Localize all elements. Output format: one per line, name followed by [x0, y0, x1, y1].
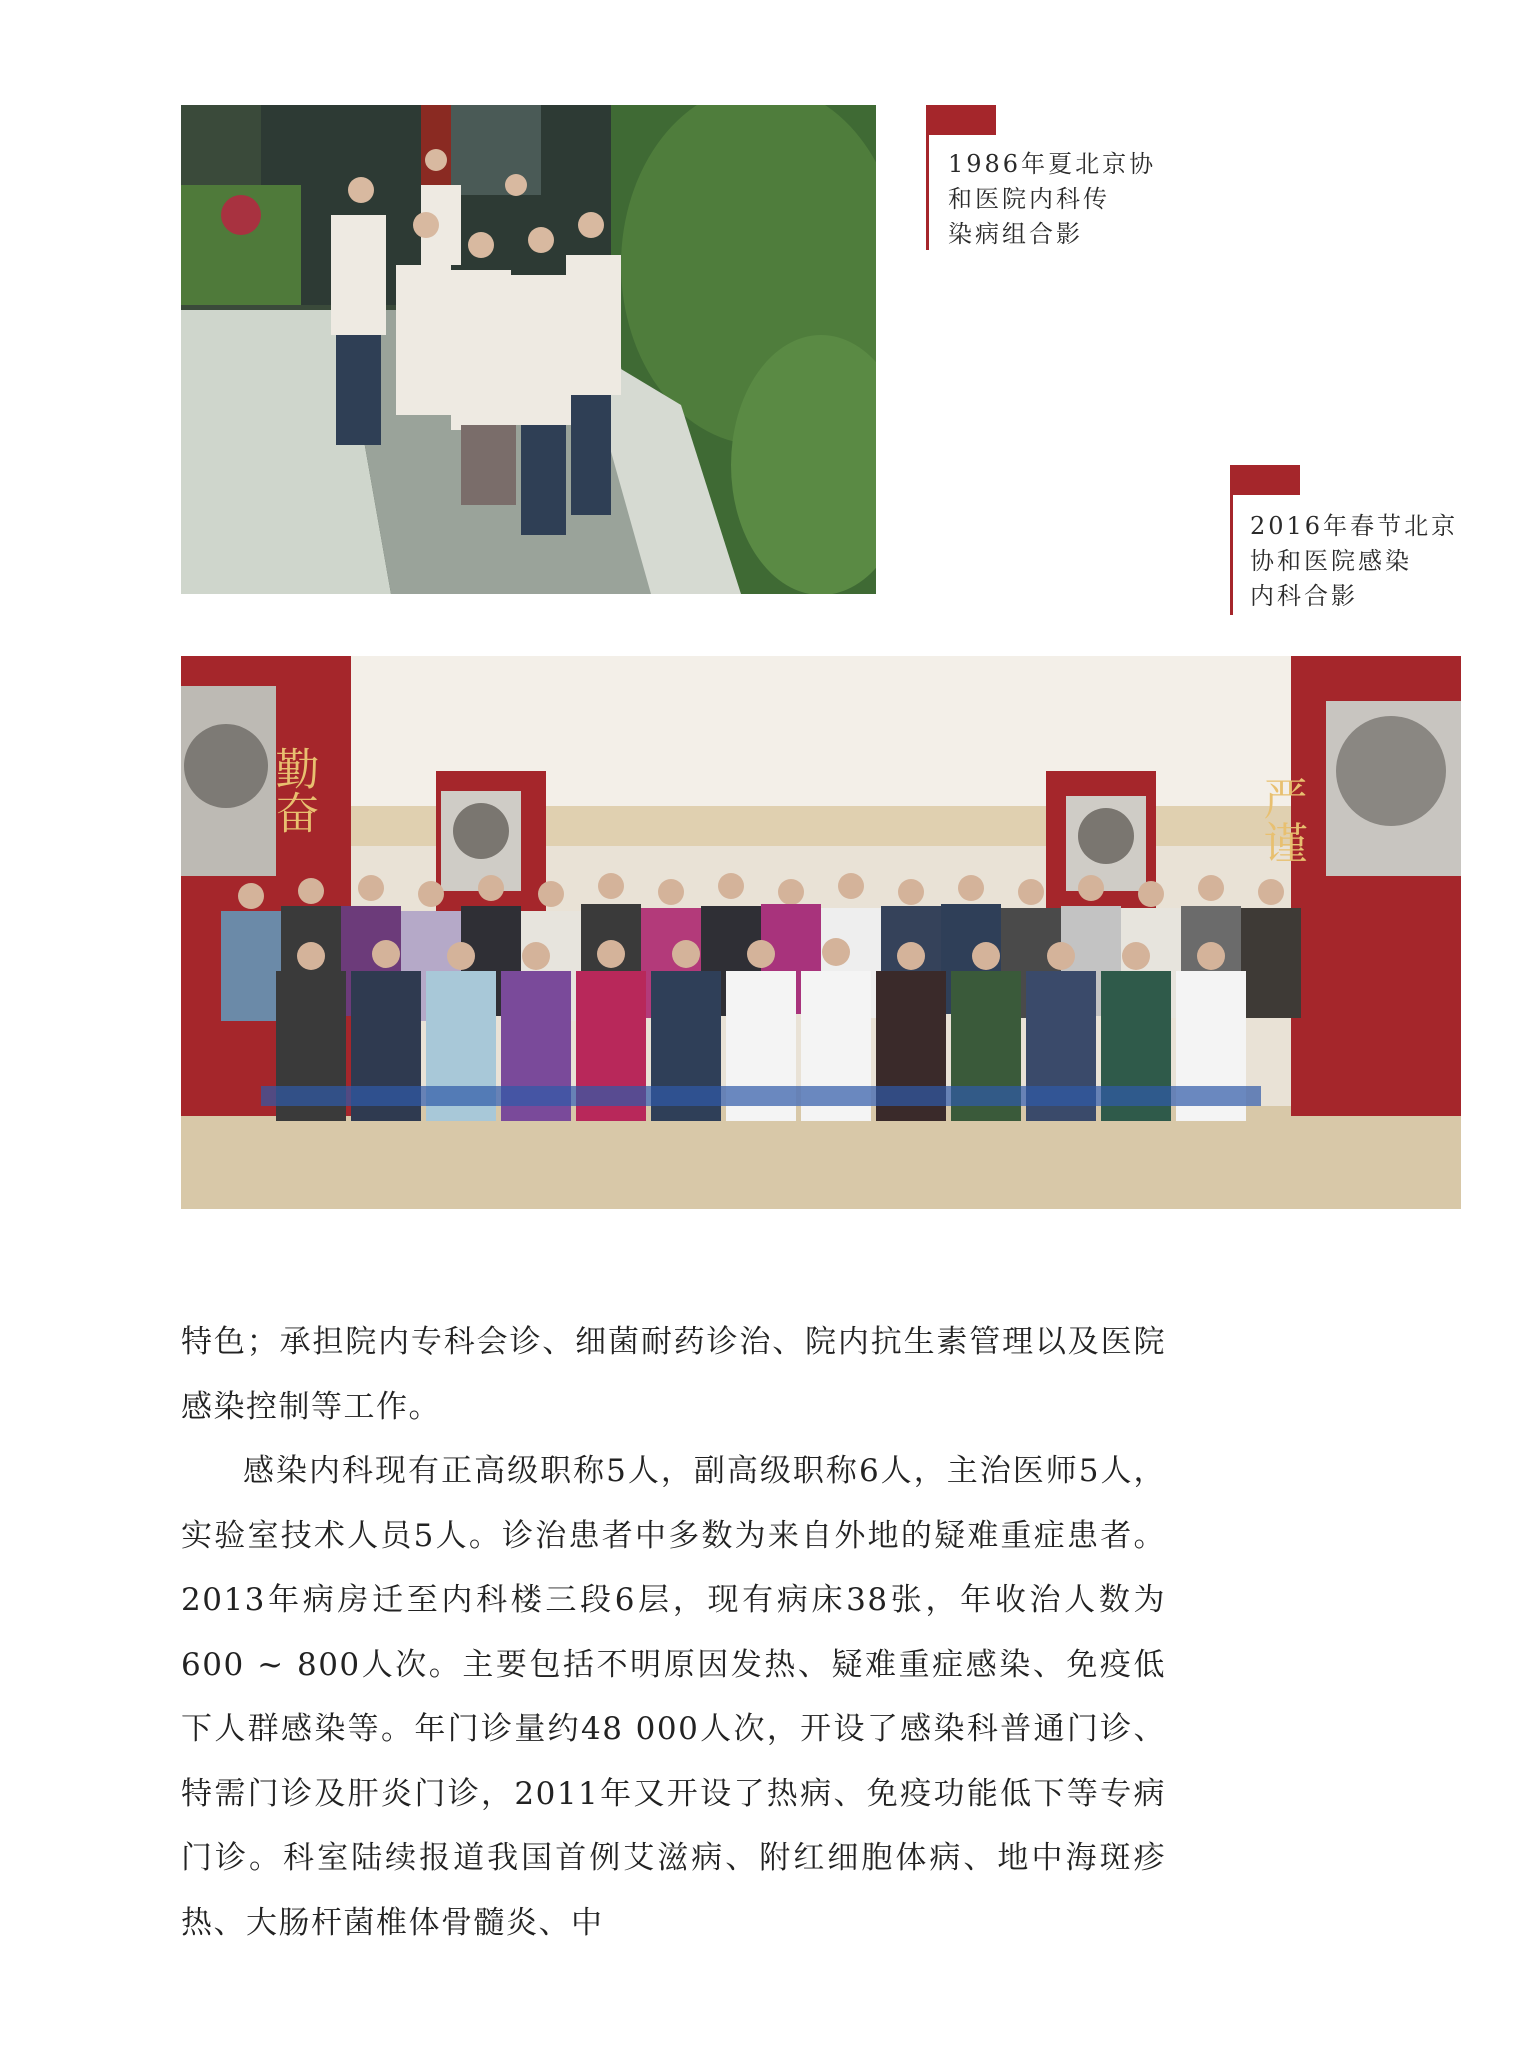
caption-1986 — [926, 105, 1166, 250]
caption-2016 — [1230, 465, 1460, 615]
paragraph: 感染内科现有正高级职称5人，副高级职称6人，主治医师5人，实验室技术人员5人。诊治患者中多数为来自外地的疑难重症患者。2013年病房迁至内科楼三段6层，现有病床38张，年收治人数为600 ~ 800人次。主要包括不明原因发热、疑难重症感染、免疫低下人群感染等。年门诊量约48 000人次，开设了感染科普通门诊、特需门诊及肝炎门诊，2011年又开设了热病、免疫功能低下等专病门诊。科室陆续报道我国首例艾滋病、附红细胞体病、地中海斑疹热、大肠杆菌椎体骨髓炎、中 — [181, 1453, 1166, 1941]
caption-accent-flag — [926, 105, 996, 135]
caption-line: 2016年春节北京 — [1250, 512, 1459, 540]
caption-accent-flag — [1230, 465, 1300, 495]
photo-1986-group — [181, 105, 876, 594]
caption-line: 染病组合影 — [948, 220, 1083, 248]
banner-left-char: 勤奋 — [267, 746, 319, 834]
caption-line: 1986年夏北京协 — [948, 150, 1157, 178]
caption-line: 协和医院感染 — [1250, 547, 1412, 575]
caption-line: 内科合影 — [1250, 582, 1358, 610]
banner-right-char: 严谨 — [1255, 776, 1307, 864]
caption-line: 和医院内科传 — [948, 185, 1110, 213]
paragraph: 特色；承担院内专科会诊、细菌耐药诊治、院内抗生素管理以及医院感染控制等工作。 — [181, 1324, 1166, 1425]
photo-2016-group — [181, 656, 1461, 1209]
body-text — [181, 1310, 1166, 1955]
